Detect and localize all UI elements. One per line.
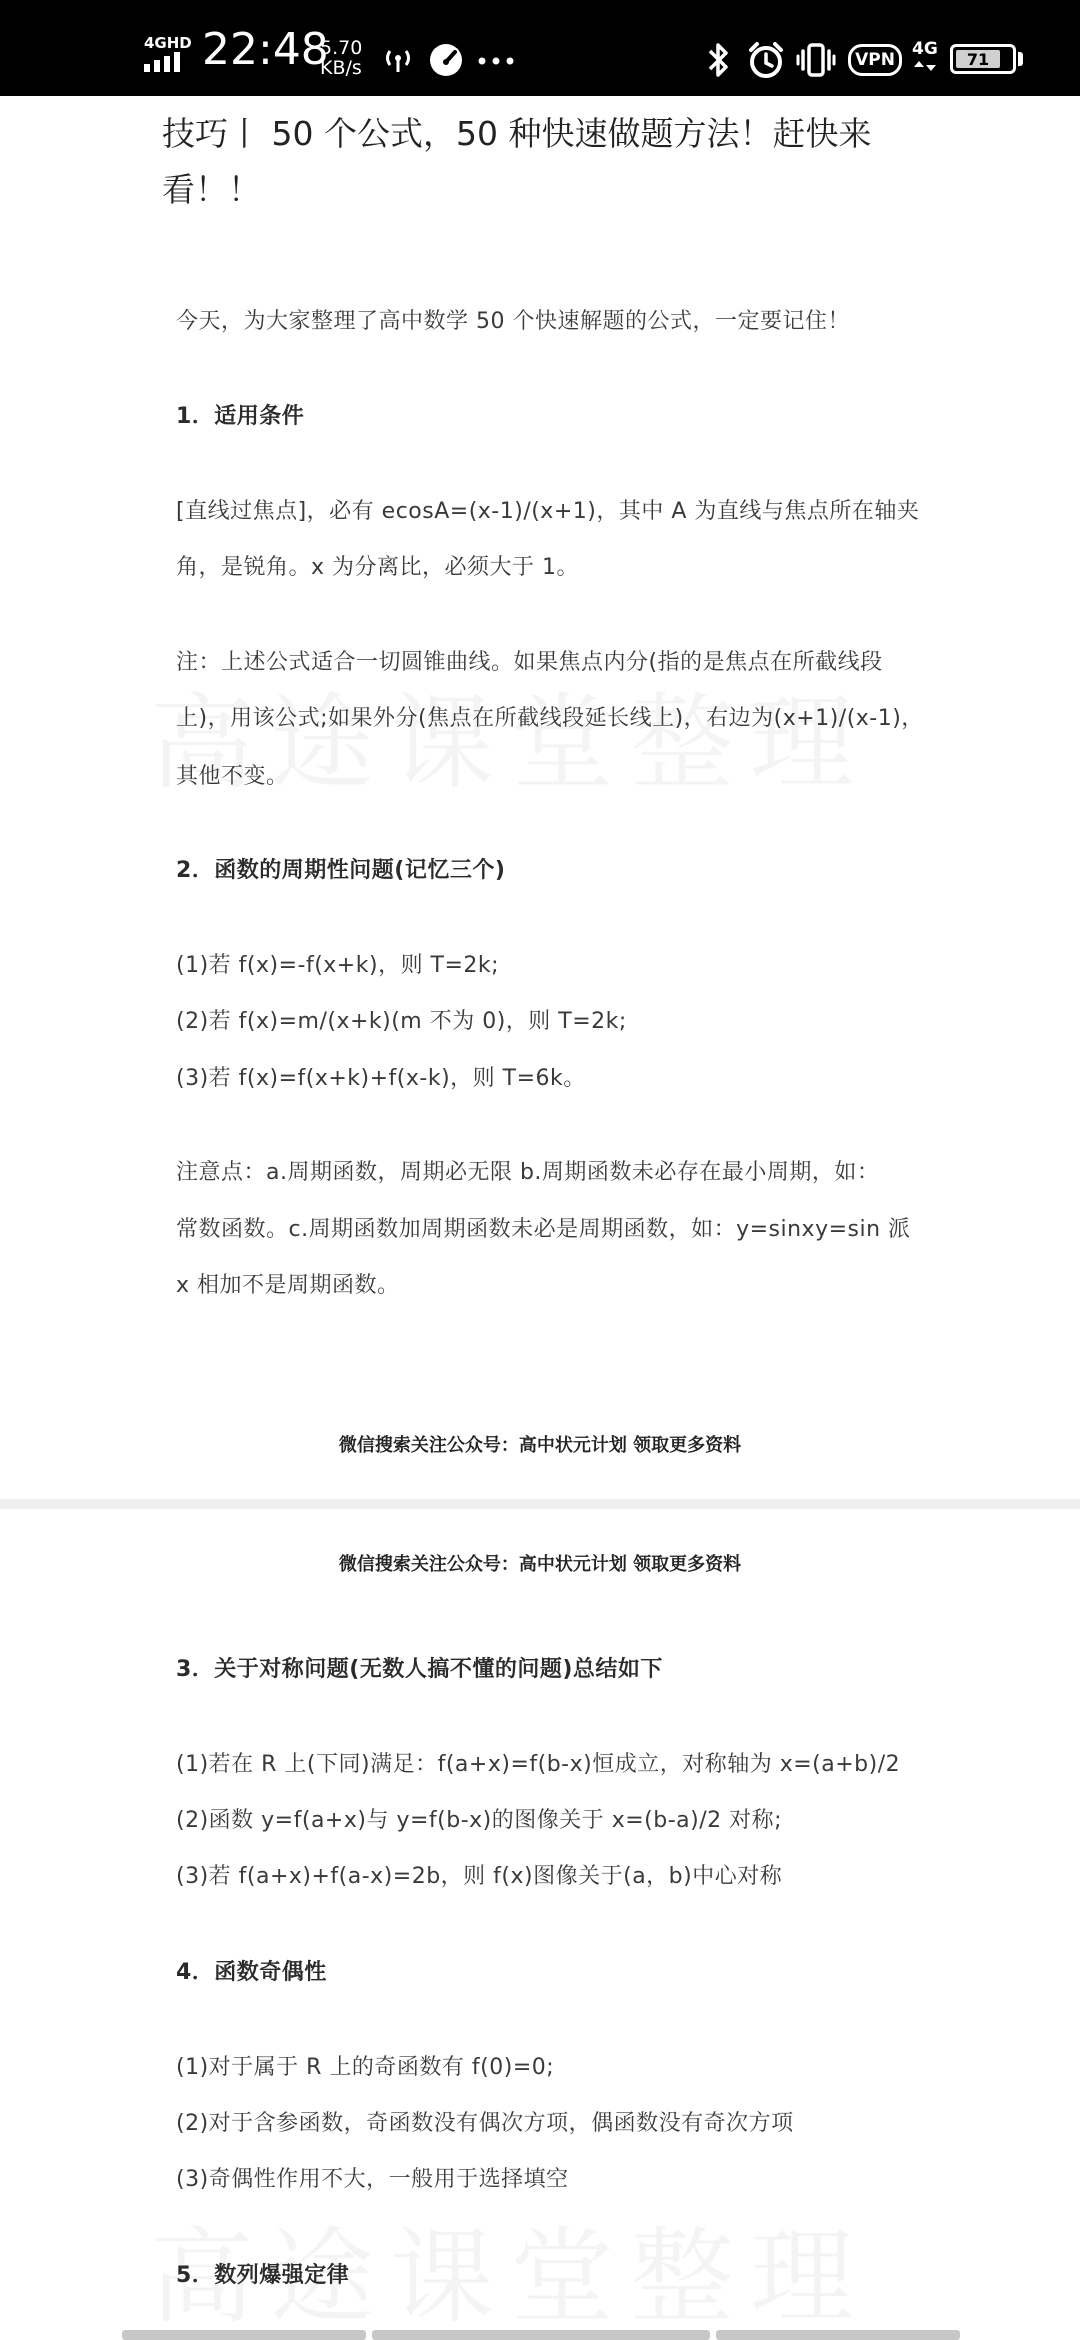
paragraph-line: 注：上述公式适合一切圆锥曲线。如果焦点内分(指的是焦点在所截线段 bbox=[176, 650, 883, 675]
bluetooth-icon bbox=[706, 40, 732, 80]
cell-label: 4G bbox=[912, 39, 938, 59]
speed-value: 5.70 bbox=[320, 37, 363, 59]
list-item: (3)若 f(x)=f(x+k)+f(x-k)，则 T=6k。 bbox=[176, 1066, 586, 1091]
section-heading: 1．适用条件 bbox=[176, 404, 305, 429]
alarm-icon bbox=[746, 40, 786, 80]
clock: 22:48 bbox=[202, 24, 329, 75]
network-speed bbox=[320, 38, 380, 78]
section-heading: 3．关于对称问题(无数人搞不懂的问题)总结如下 bbox=[176, 1657, 663, 1682]
speedometer-icon bbox=[428, 42, 464, 78]
vpn-label: VPN bbox=[855, 50, 895, 70]
paragraph-line: x 相加不是周期函数。 bbox=[176, 1273, 400, 1298]
section-heading: 4．函数奇偶性 bbox=[176, 1960, 327, 1985]
list-item: (2)对于含参函数，奇函数没有偶次方项，偶函数没有奇次方项 bbox=[176, 2111, 794, 2136]
article-title-line: 技巧丨 50 个公式，50 种快速做题方法！赶快来 bbox=[162, 114, 872, 153]
bottom-scroll-indicator bbox=[0, 2330, 1080, 2340]
paragraph-line: 其他不变。 bbox=[176, 764, 289, 789]
list-item: (2)若 f(x)=m/(x+k)(m 不为 0)，则 T=2k; bbox=[176, 1009, 627, 1034]
list-item: (2)函数 y=f(a+x)与 y=f(b-x)的图像关于 x=(b-a)/2 对称; bbox=[176, 1808, 783, 1833]
network-label: 4GHD bbox=[144, 34, 192, 52]
page-footer-note: 微信搜索关注公众号：高中状元计划 领取更多资料 bbox=[338, 1435, 742, 1456]
page-header-note: 微信搜索关注公众号：高中状元计划 领取更多资料 bbox=[338, 1554, 742, 1575]
cell-4g-icon bbox=[912, 40, 940, 76]
status-bar bbox=[0, 0, 1080, 96]
list-item: (1)若 f(x)=-f(x+k)，则 T=2k; bbox=[176, 953, 500, 978]
data-arrows-icon bbox=[912, 60, 940, 72]
more-dots-icon bbox=[478, 56, 514, 66]
paragraph-line: [直线过焦点]，必有 ecosA=(x-1)/(x+1)，其中 A 为直线与焦点所在轴夹 bbox=[176, 499, 920, 524]
vpn-icon bbox=[848, 44, 902, 76]
section-heading: 2．函数的周期性问题(记忆三个) bbox=[176, 858, 506, 883]
signal-icon bbox=[144, 36, 190, 72]
paragraph-line: 注意点：a.周期函数，周期必无限 b.周期函数未必存在最小周期，如： bbox=[176, 1160, 880, 1185]
list-item: (1)若在 R 上(下同)满足：f(a+x)=f(b-x)恒成立，对称轴为 x=(a+b)/2 bbox=[176, 1752, 901, 1777]
battery-icon bbox=[950, 44, 1016, 74]
article-title-line: 看！！ bbox=[162, 170, 261, 209]
list-item: (1)对于属于 R 上的奇函数有 f(0)=0; bbox=[176, 2055, 555, 2080]
speed-unit: KB/s bbox=[320, 57, 362, 79]
vibrate-icon bbox=[796, 42, 836, 78]
paragraph-line: 角，是锐角。x 为分离比，必须大于 1。 bbox=[176, 555, 580, 580]
section-heading: 5．数列爆强定律 bbox=[176, 2263, 350, 2288]
list-item: (3)若 f(a+x)+f(a-x)=2b，则 f(x)图像关于(a，b)中心对称 bbox=[176, 1864, 783, 1889]
paragraph-line: 常数函数。c.周期函数加周期函数未必是周期函数，如：y=sinxy=sin 派 bbox=[176, 1217, 911, 1242]
list-item: (3)奇偶性作用不大，一般用于选择填空 bbox=[176, 2167, 569, 2192]
article-title bbox=[162, 106, 882, 218]
paragraph-line: 上)，用该公式;如果外分(焦点在所截线段延长线上)，右边为(x+1)/(x-1)， bbox=[176, 706, 924, 731]
battery-tip bbox=[1018, 52, 1023, 66]
hotspot-icon bbox=[380, 44, 416, 76]
intro-text: 今天，为大家整理了高中数学 50 个快速解题的公式，一定要记住！ bbox=[176, 309, 850, 334]
page-divider bbox=[0, 1499, 1080, 1509]
battery-level: 71 bbox=[956, 50, 1000, 68]
